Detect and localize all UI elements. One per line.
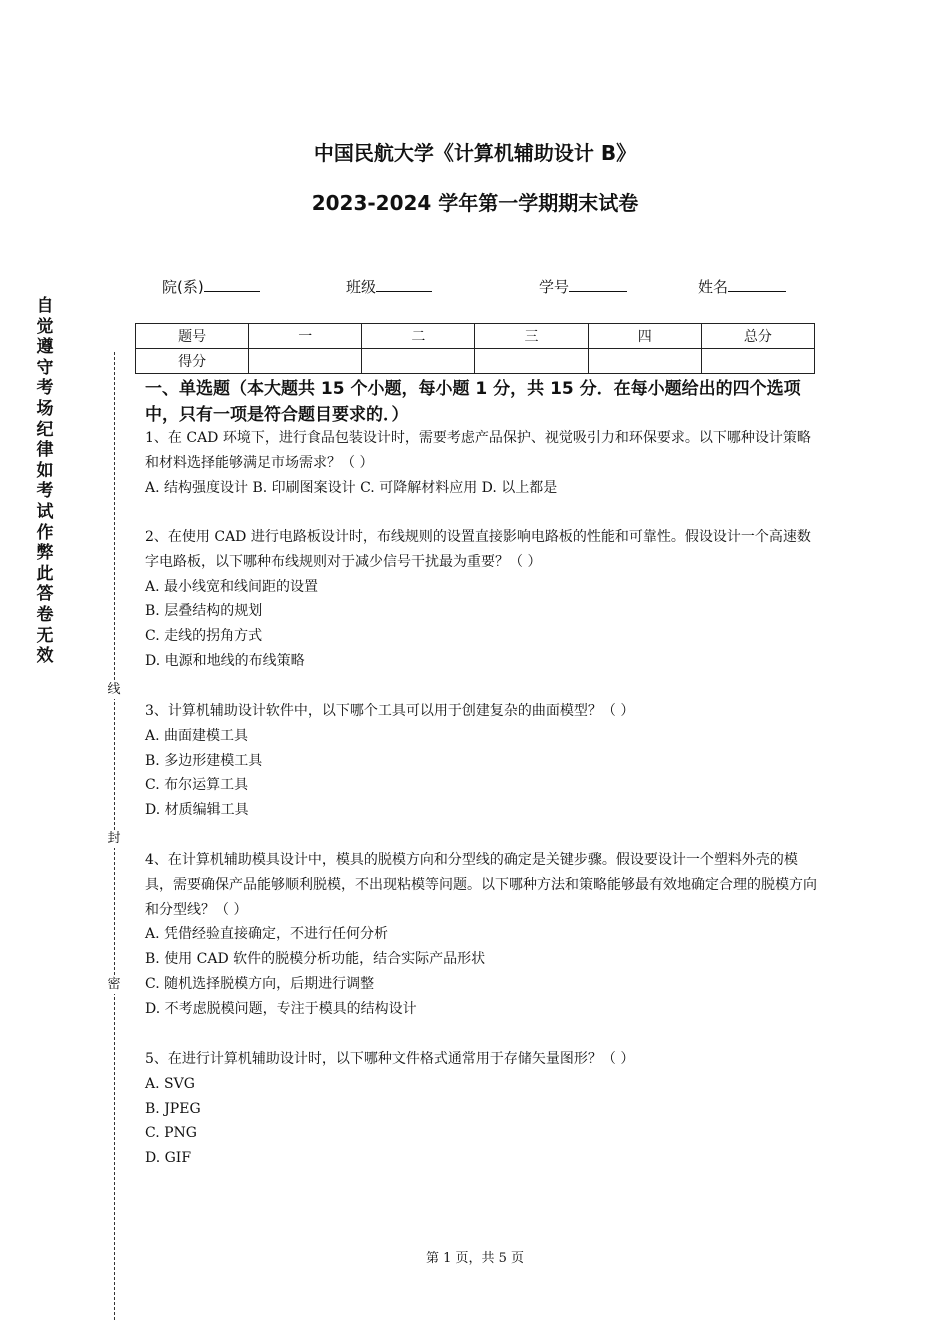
question-4 [145, 848, 817, 1022]
name-field [698, 276, 786, 297]
score-header-cell: 四 [588, 324, 701, 349]
score-cell[interactable] [249, 349, 362, 374]
student-id-blank[interactable] [569, 277, 627, 292]
question-option[interactable]: D. GIF [145, 1150, 192, 1167]
question-stem: 5、在进行计算机辅助设计时，以下哪种文件格式通常用于存储矢量图形？（ ） [145, 1051, 635, 1067]
score-header-cell: 二 [362, 324, 475, 349]
score-row-label: 得分 [136, 349, 249, 374]
question-option[interactable]: D. 不考虑脱模问题，专注于模具的结构设计 [145, 1000, 417, 1017]
dept-blank[interactable] [204, 277, 260, 292]
score-cell[interactable] [588, 349, 701, 374]
question-stem: 4、在计算机辅助模具设计中，模具的脱模方向和分型线的确定是关键步骤。假设要设计一个塑料外壳的模具，需要确保产品能够顺利脱模，不出现粘模等问题。以下哪种方法和策略能够最有效地确定合理的脱模方向和分型线？（ ） [145, 852, 817, 918]
class-field [346, 276, 432, 297]
question-stem: 1、在 CAD 环境下，进行食品包装设计时，需要考虑产品保护、视觉吸引力和环保要求。以下哪种设计策略和材料选择能够满足市场需求？（ ） [145, 430, 811, 471]
side-notice: 自觉遵守考场纪律如考试作弊此答卷无效 [36, 296, 54, 667]
question-5 [145, 1047, 817, 1171]
question-option[interactable]: D. 材质编辑工具 [145, 802, 249, 819]
question-option[interactable]: B. 多边形建模工具 [145, 752, 263, 769]
question-option[interactable]: A. 结构强度设计 B. 印刷图案设计 C. 可降解材料应用 D. 以上都是 [145, 479, 558, 496]
score-header-cell: 一 [249, 324, 362, 349]
student-id-field [539, 276, 627, 297]
seal-mark-secret: 密 [105, 976, 123, 994]
score-header-cell: 题号 [136, 324, 249, 349]
question-option[interactable]: C. 布尔运算工具 [145, 777, 249, 794]
score-table-header-row [136, 324, 815, 349]
student-id-label: 学号 [539, 278, 570, 296]
exam-title-line1: 中国民航大学《计算机辅助设计 B》 [313, 141, 637, 165]
question-option[interactable]: B. JPEG [145, 1100, 201, 1117]
question-option[interactable]: A. 曲面建模工具 [145, 727, 249, 744]
dept-field [162, 276, 260, 297]
score-header-cell: 总分 [701, 324, 814, 349]
question-stem: 3、计算机辅助设计软件中，以下哪个工具可以用于创建复杂的曲面模型？（ ） [145, 703, 635, 719]
name-label: 姓名 [698, 278, 729, 296]
seal-mark-line: 线 [105, 681, 123, 699]
question-stem: 2、在使用 CAD 进行电路板设计时，布线规则的设置直接影响电路板的性能和可靠性。假设设计一个高速数字电路板，以下哪种布线规则对于减少信号干扰最为重要？（ ） [145, 529, 811, 570]
page-number: 第 1 页，共 5 页 [425, 1251, 525, 1266]
name-blank[interactable] [728, 277, 786, 292]
score-cell[interactable] [362, 349, 475, 374]
question-option[interactable]: B. 层叠结构的规划 [145, 603, 263, 620]
score-table [135, 323, 815, 374]
question-2 [145, 525, 817, 674]
dept-label: 院(系) [162, 278, 204, 296]
section1-heading: 一、单选题（本大题共 15 个小题，每小题 1 分，共 15 分．在每小题给出的四个选项中，只有一项是符合题目要求的．） [145, 379, 801, 425]
question-option[interactable]: A. 凭借经验直接确定，不进行任何分析 [145, 926, 389, 943]
question-option[interactable]: C. 走线的拐角方式 [145, 628, 263, 645]
question-option[interactable]: B. 使用 CAD 软件的脱模分析功能，结合实际产品形状 [145, 951, 486, 968]
class-label: 班级 [346, 278, 377, 296]
question-option[interactable]: A. SVG [145, 1075, 195, 1092]
score-cell[interactable] [701, 349, 814, 374]
question-option[interactable]: D. 电源和地线的布线策略 [145, 652, 305, 669]
score-table-score-row [136, 349, 815, 374]
score-cell[interactable] [475, 349, 588, 374]
question-option[interactable]: C. 随机选择脱模方向，后期进行调整 [145, 975, 375, 992]
question-option[interactable]: C. PNG [145, 1125, 197, 1142]
question-1 [145, 426, 817, 500]
seal-mark-seal: 封 [105, 830, 123, 848]
score-header-cell: 三 [475, 324, 588, 349]
class-blank[interactable] [376, 277, 432, 292]
question-3 [145, 699, 817, 823]
exam-title-line2: 2023-2024 学年第一学期期末试卷 [311, 191, 639, 215]
question-option[interactable]: A. 最小线宽和线间距的设置 [145, 578, 319, 595]
